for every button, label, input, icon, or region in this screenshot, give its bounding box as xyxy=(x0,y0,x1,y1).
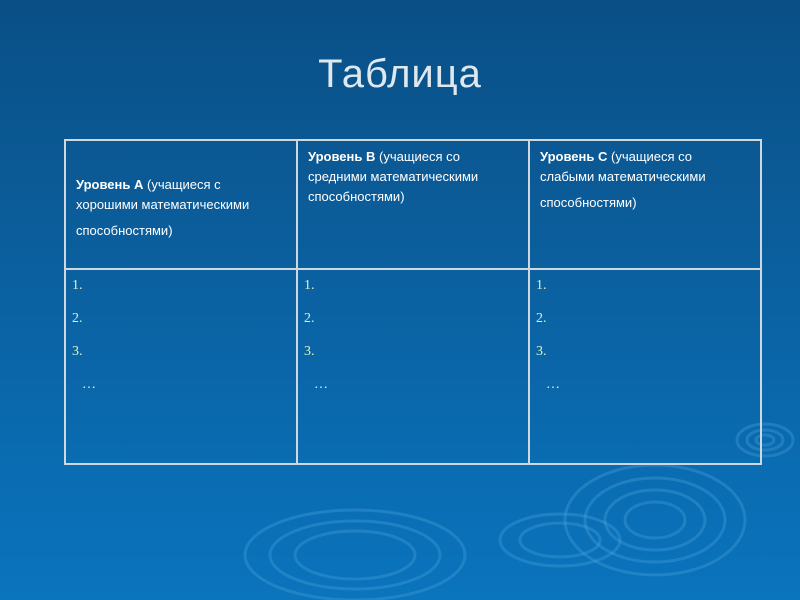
list-item: 2. xyxy=(72,311,83,326)
header-text: слабыми математическими xyxy=(540,169,706,184)
list-item: 3. xyxy=(536,344,547,359)
header-text: (учащиеся со xyxy=(607,149,693,164)
list-item: 2. xyxy=(304,311,315,326)
header-text: способностями) xyxy=(308,189,405,204)
list-item: 3. xyxy=(304,344,315,359)
header-cell-level-b xyxy=(297,140,529,269)
list-item: 3. xyxy=(72,344,83,359)
header-text: способностями) xyxy=(76,223,173,238)
header-text: средними математическими xyxy=(308,169,479,184)
level-a-label: Уровень А xyxy=(76,177,144,192)
ellipsis: … xyxy=(82,377,96,392)
header-text: способностями) xyxy=(540,195,637,210)
header-cell-level-c xyxy=(529,140,761,269)
list-item: 2. xyxy=(536,311,547,326)
items-cell-level-c xyxy=(529,269,761,464)
page-title: Таблица xyxy=(318,52,482,96)
header-cell-level-a xyxy=(65,140,297,269)
level-c-label: Уровень С xyxy=(540,149,608,164)
header-text: (учащиеся со xyxy=(375,149,461,164)
level-b-label: Уровень В xyxy=(308,149,376,164)
header-text: хорошими математическими xyxy=(76,197,250,212)
levels-table xyxy=(64,139,762,465)
items-cell-level-b xyxy=(297,269,529,464)
ellipsis: … xyxy=(314,377,328,392)
items-cell-level-a xyxy=(65,269,297,464)
list-item: 1. xyxy=(536,278,547,293)
list-item: 1. xyxy=(304,278,315,293)
ellipsis: … xyxy=(546,377,560,392)
list-item: 1. xyxy=(72,278,83,293)
header-text: (учащиеся с xyxy=(143,177,221,192)
